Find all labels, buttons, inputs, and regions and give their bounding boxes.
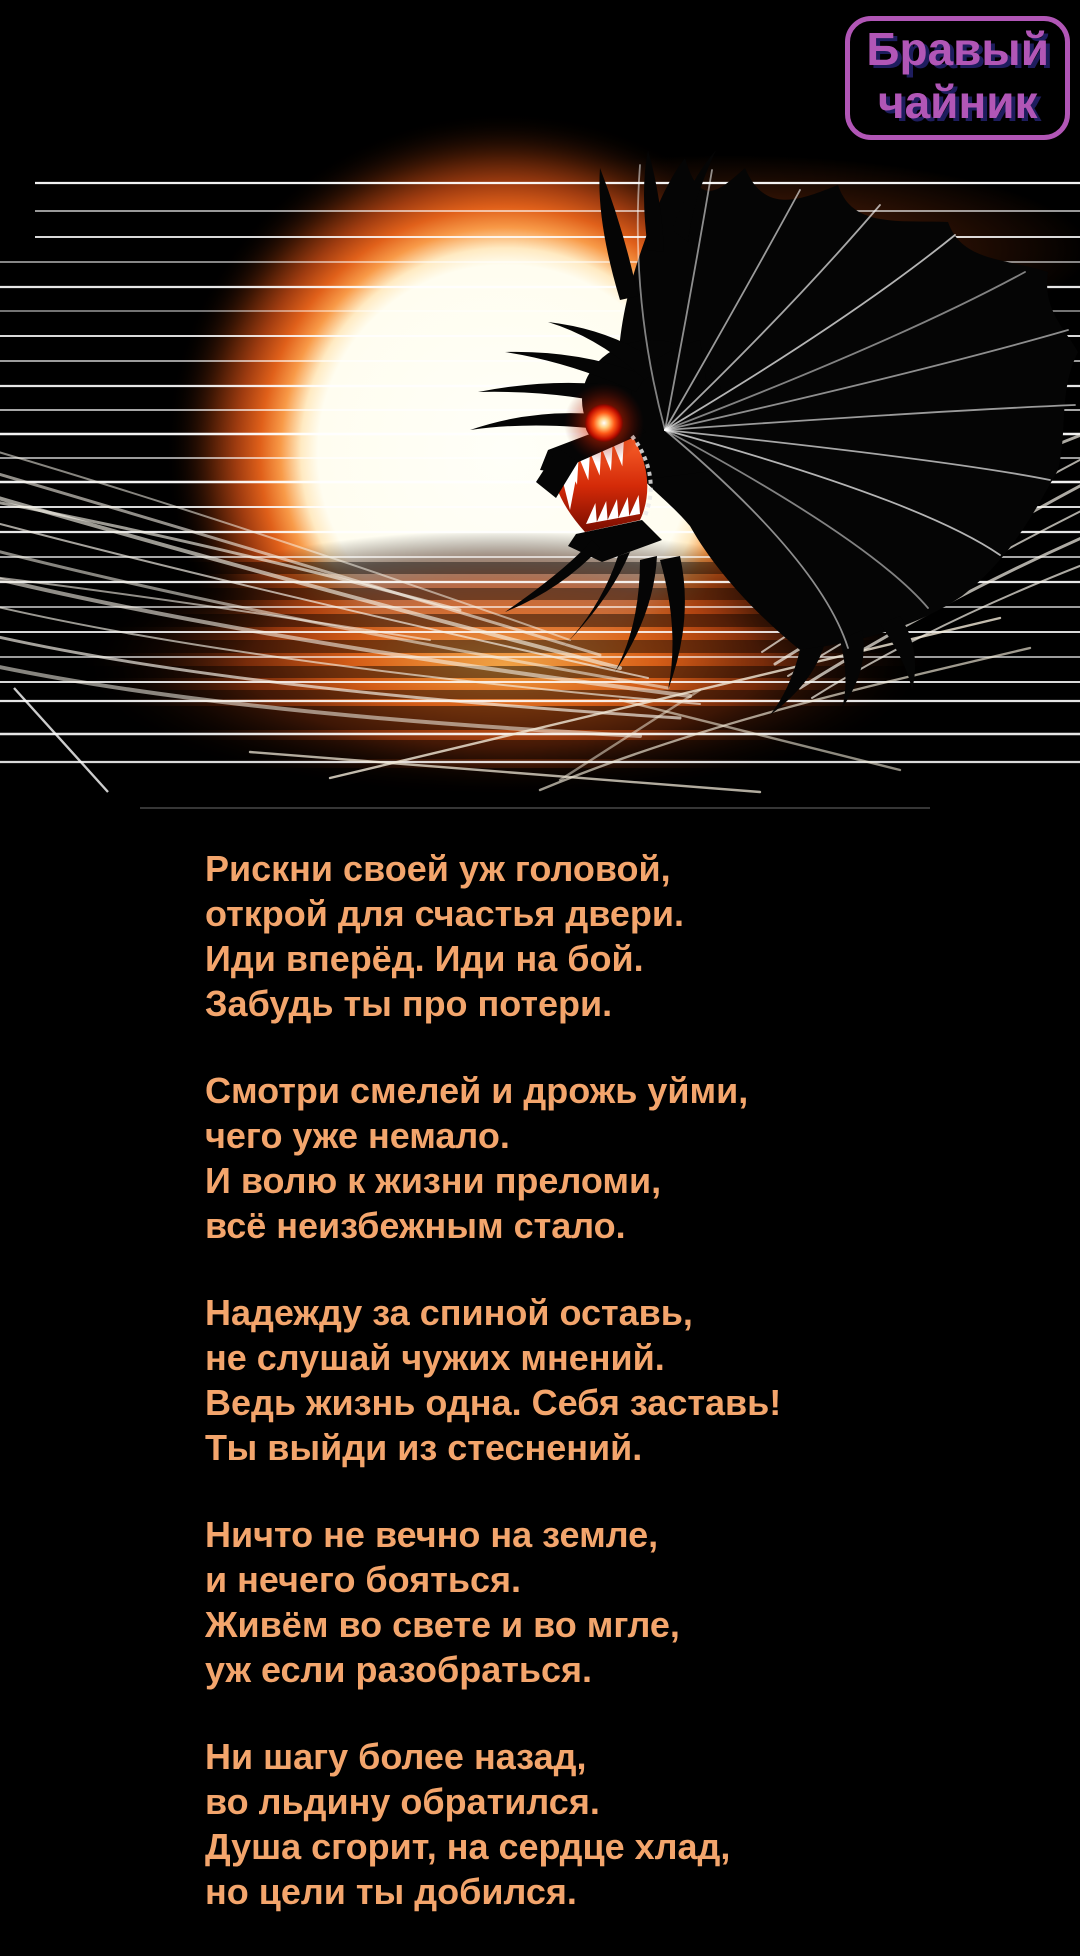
- dragon-eye: [585, 404, 623, 442]
- poem-line: Душа сгорит, на сердце хлад,: [205, 1826, 731, 1867]
- poem-line: во льдину обратился.: [205, 1781, 600, 1822]
- poem-stanza: [205, 1068, 781, 1248]
- poem-line: чего уже немало.: [205, 1115, 510, 1156]
- watermark-line2: чайник: [877, 76, 1038, 128]
- poem-line: не слушай чужих мнений.: [205, 1337, 665, 1378]
- poem-line: и нечего бояться.: [205, 1559, 521, 1600]
- poem-line: уж если разобраться.: [205, 1649, 593, 1690]
- poem-stanza: [205, 1512, 781, 1692]
- poem-line: но цели ты добился.: [205, 1871, 577, 1912]
- poem-text: [205, 846, 781, 1956]
- poem-line: И волю к жизни преломи,: [205, 1160, 662, 1201]
- poem-line: Ничто не вечно на земле,: [205, 1514, 659, 1555]
- poem-line: открой для счастья двери.: [205, 893, 685, 934]
- watermark-badge: [845, 16, 1070, 140]
- poem-line: Ты выйди из стеснений.: [205, 1427, 643, 1468]
- poem-line: всё неизбежным стало.: [205, 1205, 626, 1246]
- poem-stanza: [205, 1734, 781, 1914]
- poem-line: Рискни своей уж головой,: [205, 848, 671, 889]
- poem-line: Ни шагу более назад,: [205, 1736, 587, 1777]
- poem-line: Надежду за спиной оставь,: [205, 1292, 693, 1333]
- watermark-line1: Бравый: [866, 23, 1049, 75]
- poem-stanza: [205, 846, 781, 1026]
- poem-line: Смотри смелей и дрожь уйми,: [205, 1070, 749, 1111]
- poem-stanza: [205, 1290, 781, 1470]
- poem-line: Иди вперёд. Иди на бой.: [205, 938, 644, 979]
- poem-line: Живём во свете и во мгле,: [205, 1604, 680, 1645]
- poem-line: Забудь ты про потери.: [205, 983, 613, 1024]
- poem-line: Ведь жизнь одна. Себя заставь!: [205, 1382, 782, 1423]
